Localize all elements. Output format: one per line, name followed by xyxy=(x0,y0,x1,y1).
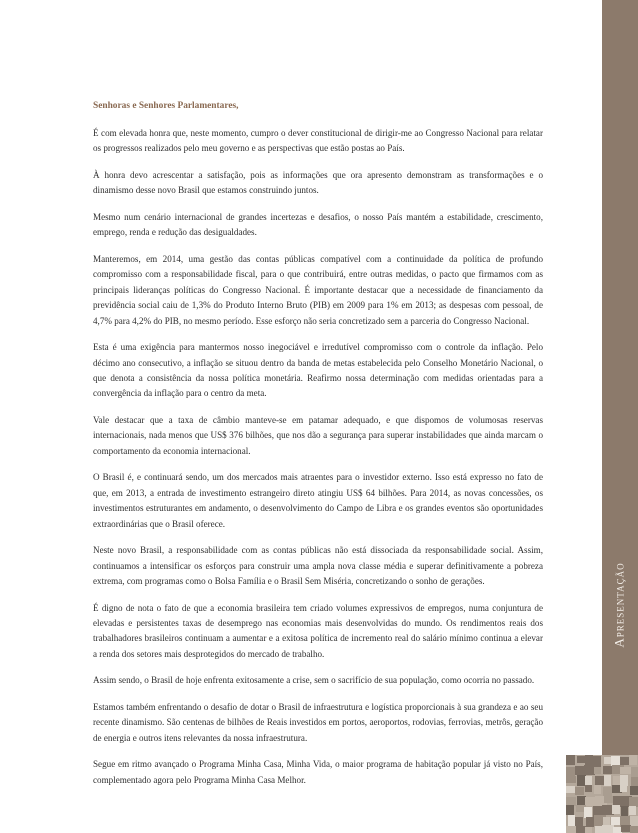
mosaic-tile xyxy=(629,755,637,765)
decorative-mosaic xyxy=(566,755,638,833)
mosaic-tile xyxy=(620,785,627,792)
mosaic-tile xyxy=(575,787,584,795)
mosaic-tile xyxy=(594,785,601,794)
mosaic-tile xyxy=(604,796,613,803)
section-label-text: Apresentação xyxy=(612,562,627,648)
mosaic-tile xyxy=(629,806,636,815)
paragraph: Vale destacar que a taxa de câmbio manteve-se em patamar adequado, e que dispomos de volumosas reservas internacionais, nada menos que US$ 376 bilhões, que nos dão a segurança para superar instabilidades que ainda marcam o comportamento da economia internacional. xyxy=(93,415,543,456)
mosaic-tile xyxy=(594,767,601,774)
mosaic-tile xyxy=(586,817,594,827)
mosaic-tile xyxy=(566,826,576,833)
mosaic-tile xyxy=(585,827,592,833)
mosaic-tile xyxy=(612,805,620,814)
paragraph: Manteremos, em 2014, uma gestão das contas públicas compatível com a continuidade da política de profundo compromisso com a responsabilidade fiscal, para o que contribuirá, entre outras medidas, o pacto que firmamos com as principais lideranças políticas do Congresso Nacional. É importante destacar que a necessidade de financiamento da previdência social caiu de 1,3% do Produto Interno Bruto (PIB) em 2009 para 1% em 2013; as despesas com pessoal, de 4,7% para 4,2% do PIB, no mesmo período. Esse esforço não seria concretizado sem a parceria do Congresso Nacional. xyxy=(93,254,543,326)
paragraph: Mesmo num cenário internacional de grandes incertezas e desafios, o nosso País mantém a estabilidade, crescimento, emprego, renda e redução das desigualdades. xyxy=(93,212,543,238)
paragraph: O Brasil é, e continuará sendo, um dos mercados mais atraentes para o investidor externo. Isso está expresso no fato de que, em 2013, a entrada de investimento estrangeiro direto atingiu US$ 64 bilhões. Para 2014, as novas concessões, os investimentos estruturantes em andamento, o desenvolvimento do Campo de Libra e os grandes eventos são oportunidades extraordinárias que o Brasil oferece. xyxy=(93,472,543,529)
mosaic-tile xyxy=(611,817,620,825)
paragraph: À honra devo acrescentar a satisfação, pois as informações que ora apresento demonstram as transformações e o dinamismo desse novo Brasil que estamos construindo juntos. xyxy=(93,170,543,196)
paragraph-list xyxy=(93,126,543,788)
paragraph: É com elevada honra que, neste momento, cumpro o dever constitucional de dirigir-me ao Congresso Nacional para relatar os progressos realizados pelo meu governo e as perspectivas que estão postas ao País. xyxy=(93,128,543,154)
paragraph: Segue em ritmo avançado o Programa Minha Casa, Minha Vida, o maior programa de habitação popular já visto no País, complementado agora pelo Programa Minha Casa Melhor. xyxy=(93,759,543,785)
mosaic-tile xyxy=(566,805,574,815)
mosaic-tile xyxy=(566,755,575,765)
section-label xyxy=(602,520,638,690)
mosaic-tile xyxy=(568,815,575,826)
document-body xyxy=(93,100,543,799)
side-strip xyxy=(602,0,638,833)
mosaic-tile xyxy=(566,786,575,793)
mosaic-tile xyxy=(630,786,638,795)
paragraph: É digno de nota o fato de que a economia brasileira tem criado volumes expressivos de empregos, numa conjuntura de elevadas e persistentes taxas de desemprego nas economias mais desenvolvidas do mundo. Os rendimentos reais dos trabalhadores brasileiros continuam a aumentar e a exitosa política de incremento real do salário mínimo continua a elevar a renda dos setores mais desprotegidos do mercado de trabalho. xyxy=(93,602,543,659)
mosaic-tile xyxy=(585,785,592,792)
mosaic-tile xyxy=(585,776,592,785)
paragraph: Estamos também enfrentando o desafio de dotar o Brasil de infraestrutura e logística proporcionais à sua grandeza e ao seu recente dinamismo. São centenas de bilhões de Reais investidos em portos, aeroportos, rodovias, ferrovias, metrôs, geração de energia e outros itens relevantes da nossa infraestrutura. xyxy=(93,702,543,743)
mosaic-tile xyxy=(566,776,576,783)
mosaic-tile xyxy=(630,826,638,833)
paragraph: Esta é uma exigência para mantermos nosso inegociável e irredutível compromisso com o controle da inflação. Pelo décimo ano consecutivo, a inflação se situou dentro da banda de metas estabelecida pelo Conselho Monetário Nacional, o que denota a consistência da nossa política monetária. Reafirmo nossa determinação com medidas orientadas para a convergência da inflação para o centro da meta. xyxy=(93,342,543,399)
mosaic-tile xyxy=(604,775,611,786)
mosaic-tile xyxy=(566,767,575,776)
mosaic-tile xyxy=(620,767,631,774)
greeting: Senhoras e Senhores Parlamentares, xyxy=(93,101,239,111)
mosaic-tile xyxy=(575,817,583,826)
paragraph: Neste novo Brasil, a responsabilidade com as contas públicas não está dissociada da responsabilidade social. Assim, continuamos a intensificar os esforços para construir uma ampla nova classe média e superar definitivamente a pobreza extrema, com programas como o Bolsa Família e o Brasil Sem Miséria, concretizando o sonho de gerações. xyxy=(93,545,543,587)
paragraph: Assim sendo, o Brasil de hoje enfrenta exitosamente a crise, sem o sacrifício de sua população, como ocorria no passado. xyxy=(93,675,535,686)
